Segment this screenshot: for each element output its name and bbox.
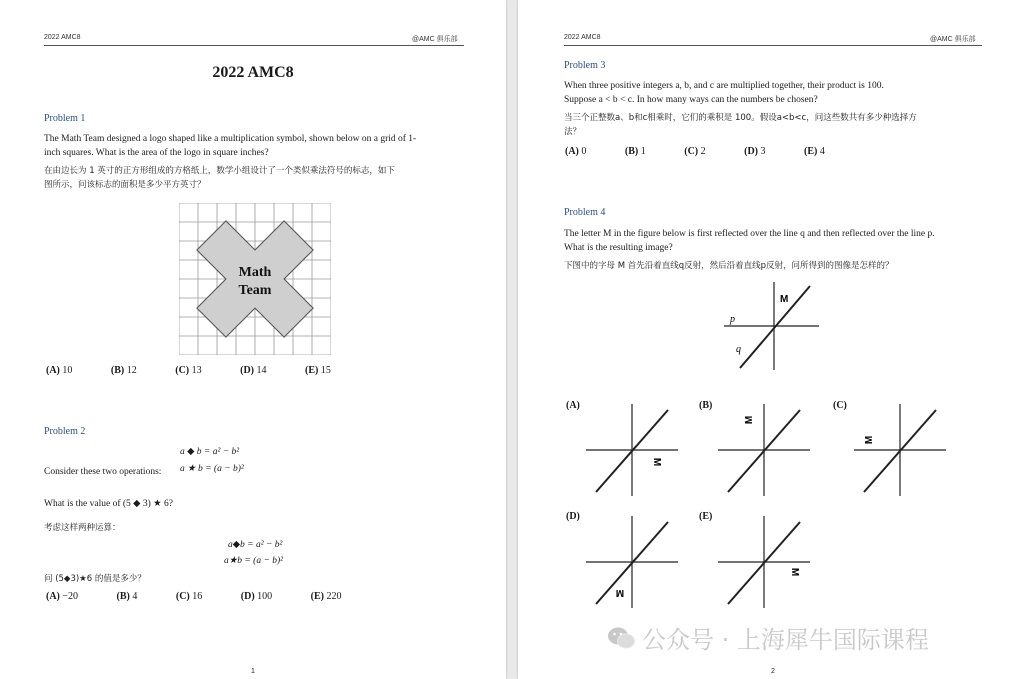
problem-4-zh-1: 下图中的字母 M 首先沿着直线q反射，然后沿着直线p反射，问所得到的图像是怎样的？: [564, 261, 894, 271]
problem-2-zh-question: 问 (5◆3)★6 的值是多少？: [44, 574, 146, 584]
problem-3-text-1: When three positive integers a, b, and c are multiplied together, their product is 100.: [564, 81, 884, 91]
choice: (E) 15: [305, 365, 331, 376]
wechat-icon: [606, 625, 636, 651]
problem-2-op-1: a ◆ b = a² − b²: [180, 447, 240, 457]
problem-4-label: Problem 4: [564, 207, 606, 218]
problem-4-text-2: What is the resulting image?: [564, 243, 673, 253]
header-left: 2022 AMC8: [44, 34, 81, 41]
choice: (B) 12: [110, 365, 137, 376]
problem-2-label: Problem 2: [44, 426, 86, 437]
letter-m: M: [864, 435, 875, 445]
letter-m: M: [789, 567, 800, 577]
problem-2-op-2: a ★ b = (a − b)²: [180, 464, 244, 474]
problem-2-consider: Consider these two operations:: [44, 467, 162, 477]
problem-1-label: Problem 1: [44, 113, 86, 124]
problem-3-label: Problem 3: [564, 60, 606, 71]
page-1: [0, 0, 506, 679]
answer-b-figure: [718, 402, 814, 498]
letter-m: M: [615, 587, 625, 598]
line-q-label: q: [736, 344, 741, 355]
problem-3-text-2: Suppose a < b < c. In how many ways can the numbers be chosen?: [564, 95, 818, 105]
letter-m: M: [780, 294, 789, 305]
answer-a-figure: [586, 402, 682, 498]
choice: (E) 220: [310, 591, 342, 602]
answer-c-label: (C): [833, 400, 847, 411]
problem-2-zh-op-1: a◆b = a² − b²: [228, 540, 283, 550]
choice: (B) 4: [116, 591, 138, 602]
watermark: [606, 620, 929, 655]
header-rule: [564, 45, 982, 46]
header-rule: [44, 45, 464, 46]
logo-grid-figure: [179, 203, 331, 355]
logo-text-math: Math: [238, 265, 272, 280]
problem-2-question: What is the value of (5 ◆ 3) ★ 6?: [44, 499, 173, 509]
choice: (D) 100: [240, 591, 273, 602]
line-p-label: p: [730, 314, 735, 325]
answer-d-figure: [586, 514, 682, 610]
problem-1-zh-2: 图所示，问该标志的面积是多少平方英寸？: [44, 180, 206, 190]
problem-1-text-1: The Math Team designed a logo shaped like a multiplication symbol, shown below on a grid of 1-: [44, 134, 417, 144]
answer-b-label: (B): [699, 400, 713, 411]
answer-e-label: (E): [699, 511, 713, 522]
choice: (E) 4: [804, 146, 825, 157]
reflection-figure: [724, 278, 824, 374]
logo-text-team: Team: [238, 283, 272, 298]
page-2: [518, 0, 1024, 679]
problem-1-text-2: inch squares. What is the area of the logo in square inches?: [44, 148, 269, 158]
choice: (C) 16: [175, 591, 203, 602]
choice: (D) 3: [744, 146, 766, 157]
problem-3-choices: [565, 146, 861, 157]
page-number: 1: [251, 668, 255, 675]
choice: (B) 1: [624, 146, 646, 157]
choice: (A) 10: [46, 365, 73, 376]
answer-a-label: (A): [566, 400, 580, 411]
problem-4-text-1: The letter M in the figure below is first reflected over the line q and then reflected over the line p.: [564, 229, 935, 239]
answer-e-figure: [718, 514, 814, 610]
choice: (C) 13: [175, 365, 202, 376]
letter-m: M: [651, 457, 662, 467]
page-number: 2: [771, 668, 775, 675]
problem-3-zh-2: 法？: [564, 127, 582, 137]
header-right: @AMC 俱乐部: [412, 36, 458, 43]
answer-d-label: (D): [566, 511, 580, 522]
page-title: 2022 AMC8: [212, 64, 294, 81]
problem-1-zh-1: 在由边长为 1 英寸的正方形组成的方格纸上，数学小组设计了一个类似乘法符号的标志，如下: [44, 166, 395, 176]
choice: (A) −20: [46, 591, 79, 602]
header-right: @AMC 俱乐部: [930, 36, 976, 43]
line-q: [740, 286, 810, 368]
problem-2-zh-consider: 考虑这样两种运算：: [44, 523, 121, 533]
problem-2-choices: [46, 591, 378, 602]
choice: (D) 14: [240, 365, 267, 376]
watermark-text: 公众号 · 上海犀牛国际课程: [642, 626, 929, 654]
header-left: 2022 AMC8: [564, 34, 601, 41]
problem-1-choices: [46, 365, 367, 376]
choice: (A) 0: [565, 146, 587, 157]
problem-3-zh-1: 当三个正整数a、b和c相乘时，它们的乘积是 100。假设a<b<c，问这些数共有多少种选择方: [564, 113, 917, 123]
answer-c-figure: [854, 402, 950, 498]
problem-2-zh-op-2: a★b = (a − b)²: [224, 556, 284, 566]
letter-m: M: [744, 415, 755, 425]
choice: (C) 2: [684, 146, 706, 157]
